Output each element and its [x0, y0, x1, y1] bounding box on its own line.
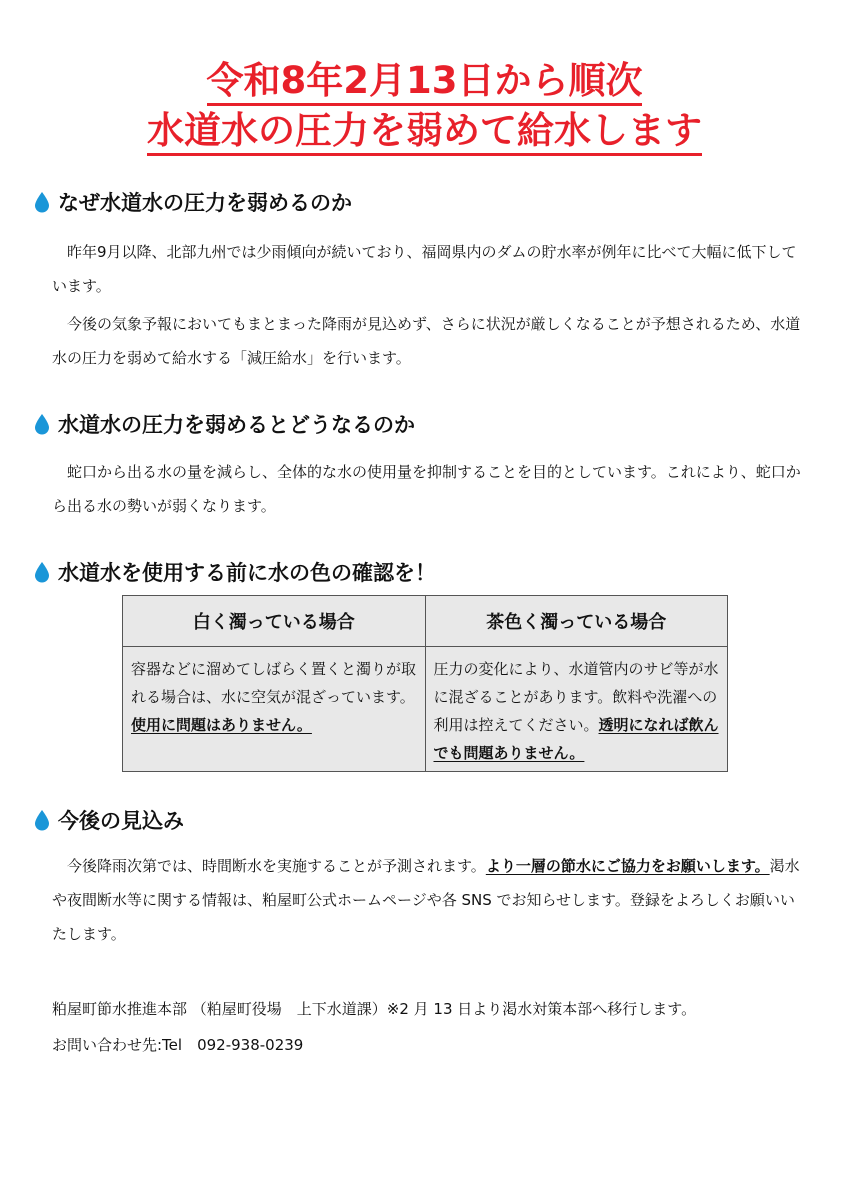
outlook-text-1: 今後降雨次第では、時間断水を実施することが予測されます。: [67, 857, 486, 875]
white-body: 容器などに溜めてしばらく置くと濁りが取れる場合は、水に空気が混ざっています。: [131, 660, 417, 706]
brown-emphasis: 透明になれば飲んでも問題ありません。: [433, 716, 719, 762]
footer-contact: お問い合わせ先:Tel 092-938-0239: [52, 1036, 304, 1054]
water-drop-icon: [34, 561, 50, 583]
outlook-emphasis: より一層の節水にご協力をお願いします。: [485, 857, 770, 875]
water-drop-icon: [34, 191, 50, 213]
white-emphasis: 使用に問題はありません。: [131, 716, 312, 734]
water-drop-icon: [34, 809, 50, 831]
white-header: 白く濁っている場合: [123, 596, 426, 647]
brown-cell: [425, 647, 728, 772]
title-line-1: 令和8年2月13日から順次: [0, 58, 849, 104]
section-heading-outlook: 今後の見込み: [34, 805, 184, 835]
footer-office: 粕屋町節水推進本部 （粕屋町役場 上下水道課）※2 月 13 日より渇水対策本部へ移行します。: [52, 1000, 697, 1018]
brown-body: 圧力の変化により、水道管内のサビ等が水に混ざることがあります。飲料や洗濯への利用は控えてください。: [433, 660, 719, 734]
white-cell: [123, 647, 426, 772]
water-color-table: [122, 595, 728, 772]
title-line-2: 水道水の圧力を弱めて給水します: [0, 108, 849, 154]
why-paragraph-1: 昨年9月以降、北部九州では少雨傾向が続いており、福岡県内のダムの貯水率が例年に比べて大幅に低下しています。: [52, 243, 797, 295]
brown-header: 茶色く濁っている場合: [425, 596, 728, 647]
section-heading-why: なぜ水道水の圧力を弱めるのか: [34, 187, 352, 217]
effect-paragraph: 蛇口から出る水の量を減らし、全体的な水の使用量を抑制することを目的としています。これにより、蛇口から出る水の勢いが弱くなります。: [52, 463, 801, 515]
outlook-paragraph: [52, 849, 802, 951]
outlook-text-2: 渇水や夜間断水等に関する情報は、粕屋町公式ホームページや各 SNS でお知らせします。登録をよろしくお願いいたします。: [52, 857, 800, 943]
section-heading-check: 水道水を使用する前に水の色の確認を！: [34, 557, 436, 587]
why-paragraph-2: 今後の気象予報においてもまとまった降雨が見込めず、さらに状況が厳しくなることが予想されるため、水道水の圧力を弱めて給水する「減圧給水」を行います。: [52, 315, 801, 367]
section-heading-effect: 水道水の圧力を弱めるとどうなるのか: [34, 409, 415, 439]
water-drop-icon: [34, 413, 50, 435]
